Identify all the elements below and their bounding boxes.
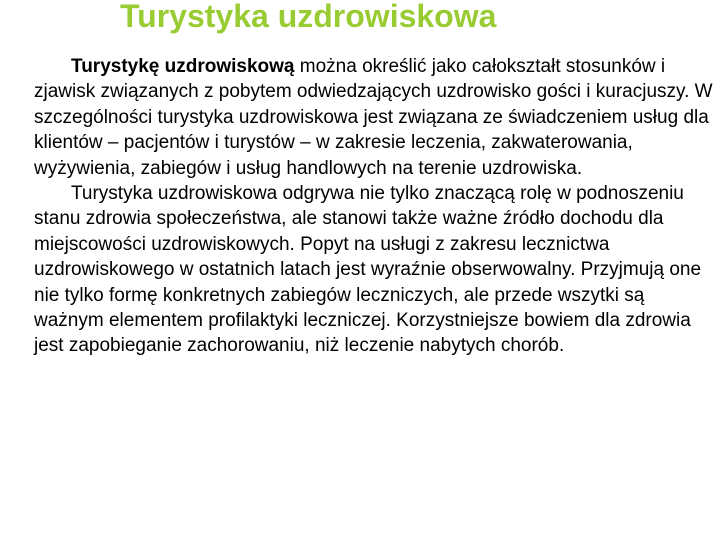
paragraph-importance-text: Turystyka uzdrowiskowa odgrywa nie tylko znaczącą rolę w podnoszeniu stanu zdrowia społeczeństwa, ale stanowi także ważne źródło dochodu dla miejscowości uzdrowiskowych. Popyt na usługi z zakresu lecznictwa uzdrowiskowego w ostatnich latach jest wyraźnie obserwowalny. Przyjmują one nie tylko formę konkretnych zabiegów leczniczych, ale przede wszytki są ważnym elementem profilaktyki leczniczej. Korzystniejsze bowiem dla zdrowia jest zapobieganie zachorowaniu, niż leczenie nabytych chorób. bbox=[34, 183, 702, 357]
slide-body bbox=[34, 54, 718, 359]
paragraph-lead-term: Turystykę uzdrowiskową bbox=[71, 56, 295, 77]
slide-title: Turystyka uzdrowiskowa bbox=[120, 0, 497, 34]
paragraph-definition-text: można określić jako całokształt stosunków i zjawisk związanych z pobytem odwiedzających uzdrowisko gości i kuracjuszy. W szczególności turystyka uzdrowiskowa jest związana ze świadczeniem usług dla klientów – pacjentów i turystów – w zakresie leczenia, zakwaterowania, wyżywienia, zabiegów i usług handlowych na terenie uzdrowiska. bbox=[34, 56, 713, 179]
paragraph-definition bbox=[34, 54, 718, 181]
paragraph-importance bbox=[34, 181, 718, 359]
